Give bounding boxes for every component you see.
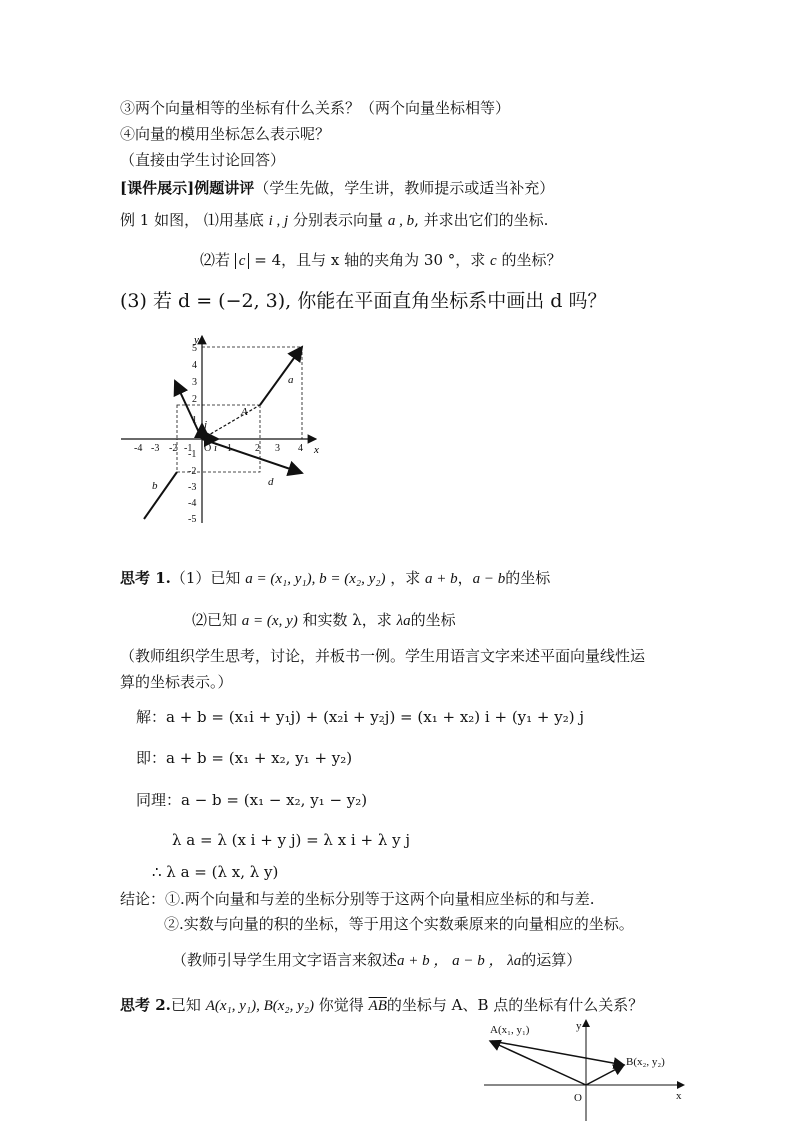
- vector-OA: [490, 1041, 586, 1085]
- svg-text:5: 5: [192, 343, 197, 354]
- vector-a: [260, 347, 302, 405]
- x-axis-label: x: [676, 1090, 682, 1102]
- conclusion-2: ②.实数与向量的积的坐标，等于用这个实数乘原来的向量相应的坐标。: [164, 915, 634, 933]
- svg-text:-1: -1: [184, 443, 193, 454]
- teacher-note-2-prefix: （教师引导学生用文字语言来叙述: [172, 951, 398, 969]
- courseware-line: [120, 178, 554, 198]
- label-j: j: [204, 419, 208, 431]
- y-axis-label: y: [576, 1020, 582, 1032]
- abs-c: c: [235, 253, 250, 269]
- svg-text:O: O: [204, 443, 212, 454]
- svg-text:3: 3: [275, 443, 280, 454]
- think-1-sum: a + b: [425, 571, 458, 587]
- vector-d: [175, 381, 202, 439]
- think-1-coords: a = (x₁, y₁), b = (x₂, y₂): [245, 571, 386, 587]
- think-1-2-lambda-a: λa: [396, 613, 411, 629]
- think-2: [120, 995, 643, 1016]
- svg-text:-4: -4: [134, 443, 143, 454]
- label-d: d: [268, 476, 274, 488]
- vector-b: [144, 472, 177, 519]
- think-1-diff: a − b: [472, 571, 506, 587]
- svg-text:-1: -1: [188, 449, 197, 460]
- svg-text:4: 4: [298, 443, 303, 454]
- teacher-note-2-suffix: 的运算）: [521, 951, 582, 969]
- svg-text:4: 4: [192, 360, 197, 371]
- think-2-suffix: 的坐标与 A、B 点的坐标有什么关系？: [386, 996, 644, 1014]
- segment-A: [202, 405, 260, 439]
- point-A-label: A(x₁, y₁): [490, 1024, 530, 1036]
- think-1-2-find: 和实数 λ，求: [302, 611, 392, 629]
- points-graph: [484, 1015, 694, 1123]
- vector-AB: $\overline{AB}$: [368, 998, 387, 1014]
- think-2-points: A(x₁, y₁), B(x₂, y₂): [205, 998, 314, 1014]
- svg-text:3: 3: [192, 377, 197, 388]
- think-1-find: ，求: [390, 569, 421, 587]
- example-1-part-2: [200, 250, 562, 271]
- teacher-note-2-ops: a + b ， a − b ， λa: [397, 953, 522, 969]
- think-2-label: 思考 2.: [120, 996, 171, 1014]
- teacher-note-1b: 算的坐标表示。）: [120, 673, 233, 691]
- ex1-2-prefix: ⑵若: [200, 251, 231, 269]
- svg-text:-3: -3: [188, 482, 197, 493]
- origin-label: O: [574, 1092, 582, 1104]
- solution-line-2: 即：a + b = (x₁ + x₂, y₁ + y₂): [136, 749, 353, 767]
- svg-text:-5: -5: [188, 514, 197, 525]
- think-1-2-a: a = (x, y): [241, 613, 298, 629]
- solution-line-5: ∴ λ a = (λ x, λ y): [152, 863, 279, 881]
- label-i: i: [214, 442, 218, 454]
- x-axis-label: x: [314, 444, 319, 456]
- solution-line-1: 解：a + b = (x₁i + y₁j) + (x₂i + y₂j) = (x₁ + x₂) i + (y₁ + y₂) j: [136, 708, 585, 726]
- discussion-note: （直接由学生讨论回答）: [120, 151, 286, 169]
- question-3: ③两个向量相等的坐标有什么关系？（两个向量坐标相等）: [120, 99, 511, 117]
- think-1-given: （1）已知: [170, 569, 241, 587]
- question-4: ④向量的模用坐标怎么表示呢？: [120, 125, 331, 143]
- example-1-suffix: 并求出它们的坐标.: [423, 211, 549, 229]
- label-b: b: [152, 480, 158, 492]
- think-1-part-2: [192, 610, 456, 631]
- think-2-ask: 你觉得: [318, 996, 364, 1014]
- example-1-prefix: 例 1 如图， ⑴用基底: [120, 211, 264, 229]
- example-1-part-1: 例 1 如图， ⑴用基底 i , j 分别表示向量 a , b, 并求出它们的坐标.: [120, 211, 549, 229]
- think-1-2-suffix: 的坐标: [410, 611, 456, 629]
- courseware-rest: （学生先做，学生讲，教师提示或适当补充）: [254, 179, 555, 197]
- ex1-2-mid: = 4，且与 x 轴的夹角为 30 °，求: [254, 251, 486, 269]
- coordinate-graph: [118, 333, 318, 528]
- courseware-tag: [课件展示]例题讲评: [120, 179, 255, 197]
- think-2-given: 已知: [170, 996, 201, 1014]
- svg-text:1: 1: [227, 443, 232, 454]
- think-1-part-1: [120, 568, 550, 589]
- solution-line-4: λ a = λ (x i + y j) = λ x i + λ y j: [172, 831, 411, 849]
- svg-text:-2: -2: [188, 466, 197, 477]
- conclusion-1: 结论：①.两个向量和与差的坐标分别等于这两个向量相应坐标的和与差.: [120, 890, 595, 908]
- basis-ij: i , j: [268, 213, 289, 229]
- svg-text:-2: -2: [169, 443, 178, 454]
- svg-text:2: 2: [255, 443, 260, 454]
- solution-line-3: 同理：a − b = (x₁ − x₂, y₁ − y₂): [136, 791, 368, 809]
- vectors-ab: a , b: [387, 213, 415, 229]
- svg-text:-4: -4: [188, 498, 197, 509]
- label-A: A: [241, 406, 248, 418]
- teacher-note-1a: （教师组织学生思考，讨论，并板书一例。学生用语言文字来述平面向量线性运: [120, 647, 646, 665]
- svg-text:1: 1: [192, 415, 197, 426]
- y-tick-labels: [188, 343, 197, 525]
- think-1-2-given: ⑵已知: [192, 611, 238, 629]
- ex1-2-suffix: 的坐标？: [501, 251, 562, 269]
- label-a: a: [288, 374, 294, 386]
- example-1-mid: 分别表示向量: [293, 211, 384, 229]
- think-1-coord-text: 的坐标: [505, 569, 551, 587]
- vector-OB: [586, 1065, 624, 1085]
- vector-c: c: [490, 253, 497, 269]
- point-B-label: B(x₂, y₂): [626, 1056, 665, 1068]
- think-1-comma: ，: [457, 569, 473, 587]
- svg-text:2: 2: [192, 394, 197, 405]
- y-axis-label: y: [194, 334, 199, 346]
- think-1-label: 思考 1.: [120, 569, 171, 587]
- svg-text:-3: -3: [151, 443, 160, 454]
- example-1-part-3: (3) 若 d = (−2, 3), 你能在平面直角坐标系中画出 d 吗？: [120, 290, 607, 312]
- vector-AB: [492, 1041, 624, 1065]
- teacher-note-2: [172, 950, 581, 971]
